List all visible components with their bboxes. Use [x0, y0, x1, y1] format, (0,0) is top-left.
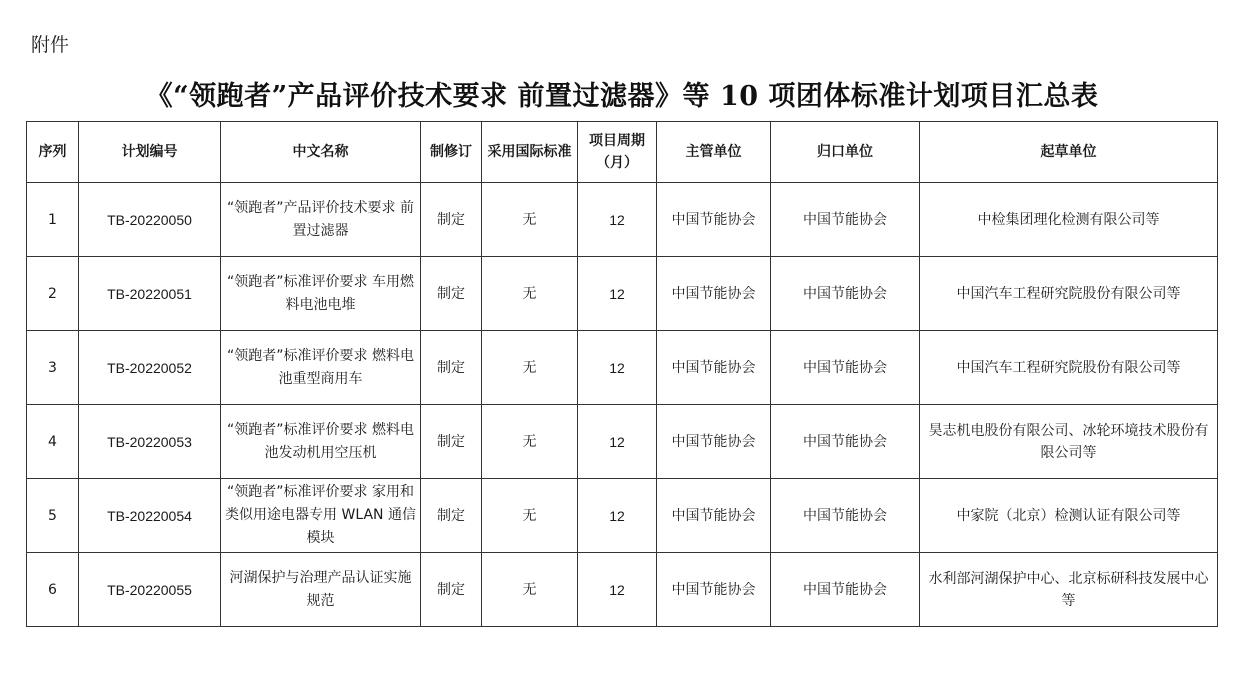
- cell-plan-no: TB-20220053: [79, 405, 221, 479]
- cell-competent-unit: 中国节能协会: [657, 479, 771, 553]
- page-title: 《“领跑者”产品评价技术要求 前置过滤器》等 10 项团体标准计划项目汇总表: [145, 81, 1099, 112]
- cell-cn-name: 河湖保护与治理产品认证实施规范: [221, 553, 421, 627]
- table-header-row: [27, 122, 1218, 183]
- cell-plan-no: TB-20220052: [79, 331, 221, 405]
- header-revision: 制修订: [421, 122, 482, 183]
- cell-period: 12: [578, 331, 657, 405]
- cell-drafting-unit: 中检集团理化检测有限公司等: [920, 183, 1218, 257]
- cell-intl-std: 无: [482, 331, 578, 405]
- cell-competent-unit: 中国节能协会: [657, 405, 771, 479]
- cell-centralized-unit: 中国节能协会: [771, 553, 920, 627]
- cell-plan-no: TB-20220054: [79, 479, 221, 553]
- cell-cn-name: “领跑者”标准评价要求 燃料电池重型商用车: [221, 331, 421, 405]
- cell-competent-unit: 中国节能协会: [657, 553, 771, 627]
- cell-drafting-unit: 中国汽车工程研究院股份有限公司等: [920, 257, 1218, 331]
- standards-plan-table: [26, 121, 1218, 627]
- cell-seq: 6: [27, 553, 79, 627]
- cell-intl-std: 无: [482, 553, 578, 627]
- header-period: 项目周期（月）: [578, 122, 657, 183]
- cell-intl-std: 无: [482, 257, 578, 331]
- cell-centralized-unit: 中国节能协会: [771, 183, 920, 257]
- cell-seq: 1: [27, 183, 79, 257]
- cell-intl-std: 无: [482, 183, 578, 257]
- cell-centralized-unit: 中国节能协会: [771, 479, 920, 553]
- cell-plan-no: TB-20220055: [79, 553, 221, 627]
- cell-revision: 制定: [421, 405, 482, 479]
- cell-period: 12: [578, 183, 657, 257]
- header-intl-std: 采用国际标准: [482, 122, 578, 183]
- table-row: [27, 405, 1218, 479]
- cell-revision: 制定: [421, 553, 482, 627]
- cell-revision: 制定: [421, 331, 482, 405]
- table-row: [27, 479, 1218, 553]
- table-row: [27, 257, 1218, 331]
- table-row: [27, 331, 1218, 405]
- cell-drafting-unit: 中家院（北京）检测认证有限公司等: [920, 479, 1218, 553]
- cell-seq: 3: [27, 331, 79, 405]
- cell-period: 12: [578, 553, 657, 627]
- cell-intl-std: 无: [482, 405, 578, 479]
- table-row: [27, 553, 1218, 627]
- cell-seq: 2: [27, 257, 79, 331]
- cell-cn-name: “领跑者”产品评价技术要求 前置过滤器: [221, 183, 421, 257]
- cell-intl-std: 无: [482, 479, 578, 553]
- cell-competent-unit: 中国节能协会: [657, 257, 771, 331]
- cell-cn-name: “领跑者”标准评价要求 家用和类似用途电器专用 WLAN 通信模块: [221, 479, 421, 553]
- table-row: [27, 183, 1218, 257]
- cell-seq: 4: [27, 405, 79, 479]
- attachment-label: 附件: [31, 34, 70, 56]
- cell-revision: 制定: [421, 183, 482, 257]
- cell-cn-name: “领跑者”标准评价要求 车用燃料电池电堆: [221, 257, 421, 331]
- cell-centralized-unit: 中国节能协会: [771, 331, 920, 405]
- header-competent-unit: 主管单位: [657, 122, 771, 183]
- cell-revision: 制定: [421, 479, 482, 553]
- cell-centralized-unit: 中国节能协会: [771, 405, 920, 479]
- cell-competent-unit: 中国节能协会: [657, 183, 771, 257]
- cell-cn-name: “领跑者”标准评价要求 燃料电池发动机用空压机: [221, 405, 421, 479]
- header-drafting-unit: 起草单位: [920, 122, 1218, 183]
- header-plan-no: 计划编号: [79, 122, 221, 183]
- cell-plan-no: TB-20220050: [79, 183, 221, 257]
- cell-revision: 制定: [421, 257, 482, 331]
- header-cn-name: 中文名称: [221, 122, 421, 183]
- cell-drafting-unit: 水利部河湖保护中心、北京标研科技发展中心等: [920, 553, 1218, 627]
- cell-drafting-unit: 昊志机电股份有限公司、冰轮环境技术股份有限公司等: [920, 405, 1218, 479]
- cell-seq: 5: [27, 479, 79, 553]
- header-seq: 序列: [27, 122, 79, 183]
- cell-period: 12: [578, 405, 657, 479]
- cell-plan-no: TB-20220051: [79, 257, 221, 331]
- cell-centralized-unit: 中国节能协会: [771, 257, 920, 331]
- cell-period: 12: [578, 257, 657, 331]
- header-centralized-unit: 归口单位: [771, 122, 920, 183]
- cell-period: 12: [578, 479, 657, 553]
- cell-drafting-unit: 中国汽车工程研究院股份有限公司等: [920, 331, 1218, 405]
- cell-competent-unit: 中国节能协会: [657, 331, 771, 405]
